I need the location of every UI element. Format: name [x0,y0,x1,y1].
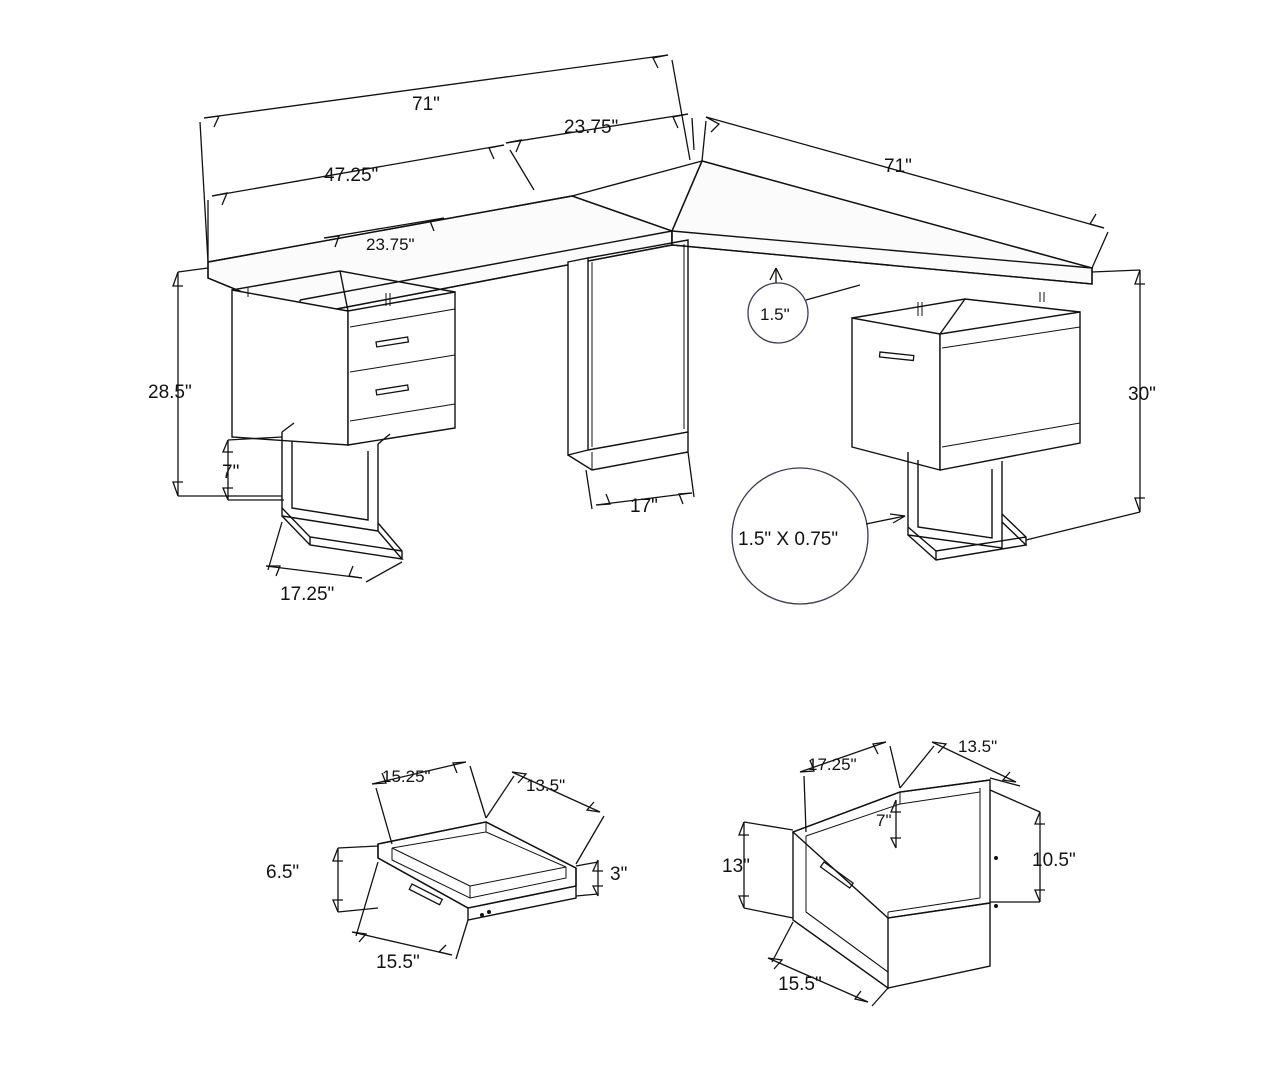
dim-65 [266,846,378,912]
dim-line-7 [222,437,284,500]
large-drawer-view [722,737,1076,1006]
dim-large-depth: 13.5" [958,737,998,756]
dim-center-panel-depth: 17" [630,496,658,517]
right-pedestal [852,292,1080,470]
center-support-panel [568,240,688,470]
corner-top [572,161,702,196]
dim-small-width-inner: 15.25" [382,767,431,786]
dim-top-left-segment: 47.25" [324,165,379,186]
dim-large-width-outer: 15.5" [778,974,822,995]
small-drawer-view [266,762,627,973]
dim-line-17 [586,452,694,517]
dim-top-right-overall: 71" [884,156,912,177]
dim-height-right: 30" [1128,384,1156,405]
dim-105 [990,790,1076,902]
callout-top-thickness [748,268,860,343]
dim-large-side-height: 10.5" [1032,850,1076,871]
dim-frame-profile: 1.5" X 0.75" [738,529,839,550]
dim-line-2375-corner [506,114,694,152]
callout-frame-profile [732,468,905,604]
dim-135-large [900,737,1020,788]
dim-corner-depth: 23.75" [564,117,619,138]
right-desktop-slab [672,161,1092,284]
dim-3 [576,860,627,896]
dim-small-height-front: 6.5" [266,862,300,883]
dim-large-height-front: 13" [722,856,750,877]
dim-large-inner-height: 7" [876,811,892,830]
dim-small-depth: 13.5" [526,776,566,795]
dim-155-large [768,922,888,1006]
dim-height-left: 28.5" [148,382,192,403]
dim-leg-depth: 17.25" [280,584,335,605]
dim-13 [722,822,793,918]
dim-left-depth: 23.75" [366,235,415,254]
dim-small-width-outer: 15.5" [376,952,420,973]
dim-small-lip: 3" [610,864,628,885]
right-leg-frame [908,452,1026,560]
dim-leg-clearance: 7" [222,462,240,483]
dim-large-width-inner: 17.25" [808,755,857,774]
dim-top-overall-left: 71" [412,94,440,115]
main-desk-view [148,55,1156,605]
dim-top-thickness: 1.5" [760,305,790,324]
